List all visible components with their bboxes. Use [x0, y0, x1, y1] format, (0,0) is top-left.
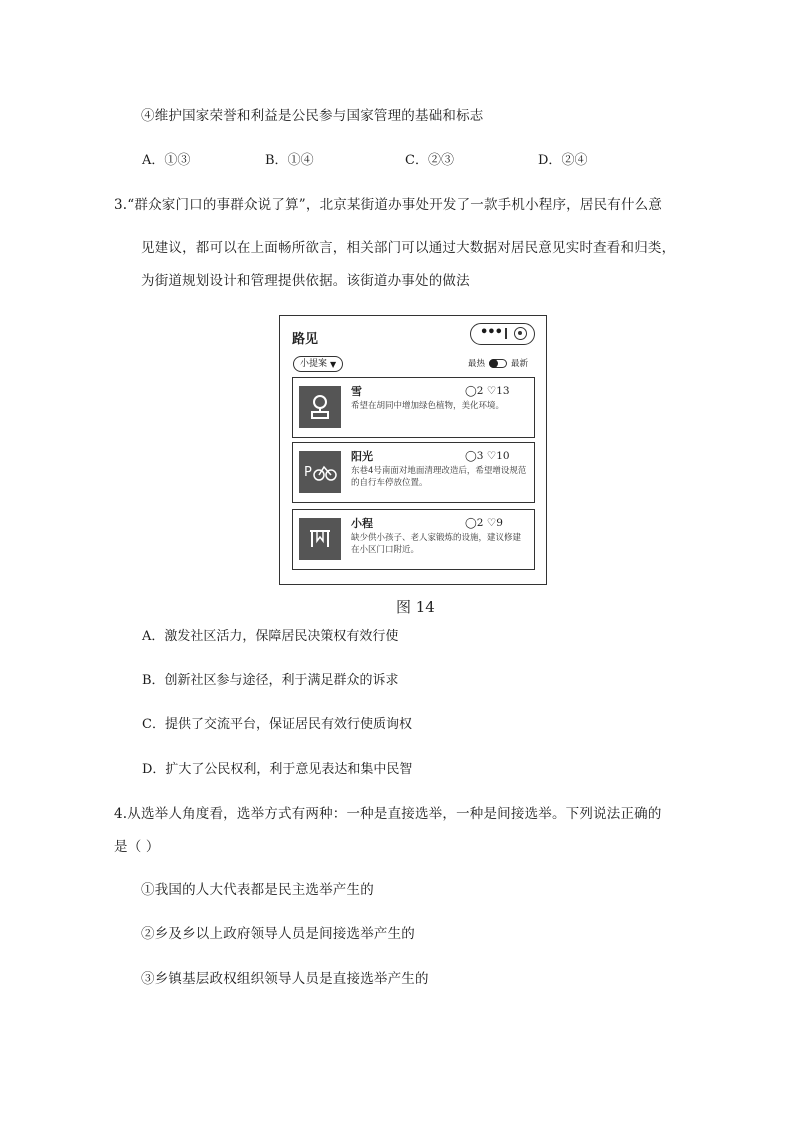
app-title: 路见 [292, 332, 319, 347]
plant-pot-icon [299, 386, 341, 428]
comment-icon: ◯ [465, 385, 477, 397]
q3-stem-line2: 见建议，都可以在上面畅所欲言，相关部门可以通过大数据对居民意见实时查看和归类， [141, 240, 676, 256]
q4-statement-3: ③乡镇基层政权组织领导人员是直接选举产生的 [141, 971, 429, 987]
q4-statement-2: ②乡及乡以上政府领导人员是间接选举产生的 [141, 926, 415, 942]
exercise-equipment-icon [299, 518, 341, 560]
q4-stem-line1: 4.从选举人角度看，选举方式有两种：一种是直接选举，一种是间接选举。下列说法正确的 [114, 806, 662, 822]
post-author: 小程 [351, 517, 373, 530]
toggle-label-hot: 最热 [468, 359, 486, 369]
q3-option-b: B．创新社区参与途径，利于满足群众的诉求 [142, 673, 399, 688]
comment-icon: ◯ [465, 517, 477, 529]
post-text: 希望在胡同中增加绿色植物，美化环境。 [351, 401, 505, 411]
post-author: 阳光 [351, 450, 373, 463]
dropdown-label: 小提案 [300, 358, 328, 369]
comment-icon: ◯ [465, 450, 477, 462]
q3-option-c: C．提供了交流平台，保证居民有效行使质询权 [142, 717, 412, 732]
comment-count: 3 [476, 450, 484, 462]
toggle-label-new: 最新 [511, 359, 529, 369]
post-stats [465, 450, 510, 462]
q2-option-b: B．①④ [265, 153, 314, 168]
post-stats [465, 517, 503, 529]
figure-phone-screen [279, 315, 547, 585]
comment-count: 2 [476, 517, 484, 529]
figure-caption: 图 14 [396, 598, 435, 616]
heart-icon: ♡ [486, 517, 497, 529]
q3-option-a: A．激发社区活力，保障居民决策权有效行使 [142, 629, 399, 644]
more-dots-icon: ••• [480, 325, 502, 340]
q2-option-c: C．②③ [405, 153, 454, 168]
q2-option-a: A．①③ [142, 153, 191, 168]
capsule-menu [470, 323, 535, 345]
post-card [292, 377, 535, 438]
close-target-icon [514, 327, 527, 340]
heart-icon: ♡ [486, 450, 497, 462]
svg-text:P: P [304, 465, 312, 480]
comment-count: 2 [476, 385, 484, 397]
q3-stem-line1: 3.“群众家门口的事群众说了算”，北京某街道办事处开发了一款手机小程序，居民有什么意 [114, 197, 663, 213]
post-card [292, 509, 535, 570]
q3-option-d: D．扩大了公民权利，利于意见表达和集中民智 [142, 762, 413, 777]
q4-statement-1: ①我国的人大代表都是民主选举产生的 [141, 882, 374, 898]
sort-toggle [468, 357, 528, 369]
toggle-switch-icon [489, 359, 507, 368]
post-author: 雪 [351, 385, 362, 398]
post-card [292, 442, 535, 503]
like-count: 9 [496, 517, 503, 529]
post-text: 东巷4号南面对地面清理改造后，希望增设规范的自行车停放位置。 [351, 466, 527, 488]
category-dropdown [293, 356, 343, 372]
like-count: 10 [496, 450, 510, 462]
post-stats [465, 385, 510, 397]
like-count: 13 [496, 385, 510, 397]
bicycle-parking-icon [299, 451, 341, 493]
post-text: 缺少供小孩子、老人家锻炼的设施，建议修建在小区门口附近。 [351, 533, 522, 555]
q4-stem-line2: 是（ ） [114, 839, 160, 855]
q2-statement-4: ④维护国家荣誉和利益是公民参与国家管理的基础和标志 [141, 108, 484, 124]
heart-icon: ♡ [486, 385, 497, 397]
triangle-down-icon: ▼ [330, 359, 337, 369]
capsule-divider [505, 328, 507, 339]
q3-stem-line3: 为街道规划设计和管理提供依据。该街道办事处的做法 [141, 273, 470, 289]
q2-option-d: D．②④ [538, 153, 588, 168]
